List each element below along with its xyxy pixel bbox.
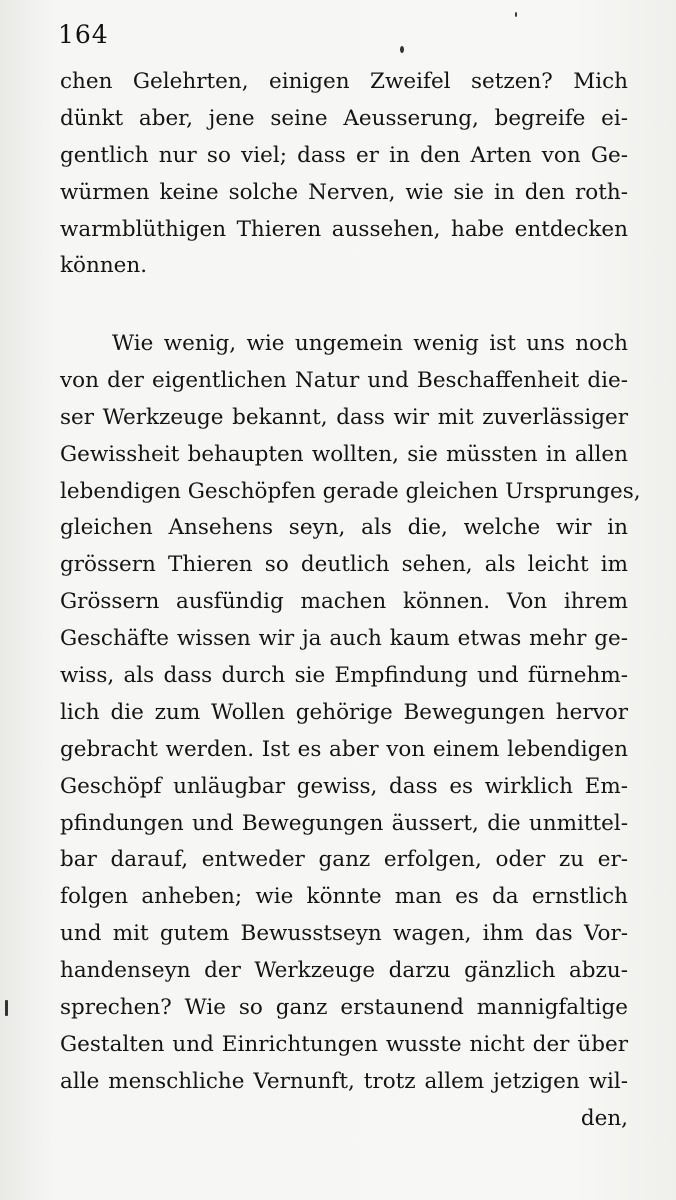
- text-line: alle menschliche Vernunft, trotz allem jetzigen wil-: [60, 1068, 628, 1094]
- text-line: wiss, als dass durch sie Empfindung und fürnehm-: [60, 663, 628, 689]
- text-line: folgen anheben; wie könnte man es da ernstlich: [60, 884, 628, 910]
- ink-speck: [400, 46, 404, 53]
- paragraph-1: [60, 64, 628, 285]
- text-line: Geschäfte wissen wir ja auch kaum etwas mehr ge-: [60, 626, 628, 652]
- text-line: von der eigentlichen Natur und Beschaffenheit die-: [60, 367, 628, 393]
- text-line: dünkt aber, jene seine Aeusserung, begreife ei-: [60, 105, 628, 131]
- text-line: gentlich nur so viel; dass er in den Arten von Ge-: [60, 142, 628, 168]
- text-line: Gestalten und Einrichtungen wusste nicht der über: [60, 1031, 628, 1057]
- text-line: lebendigen Geschöpfen gerade gleichen Ursprunges,: [60, 478, 641, 504]
- text-line: chen Gelehrten, einigen Zweifel setzen? Mich: [60, 69, 628, 94]
- page-number: 164: [58, 20, 109, 49]
- text-line: Geschöpf unläugbar gewiss, dass es wirklich Em-: [60, 773, 628, 799]
- paragraph-2: [60, 326, 641, 1138]
- text-line: lich die zum Wollen gehörige Bewegungen hervor: [60, 699, 628, 725]
- text-line: grössern Thieren so deutlich sehen, als leicht im: [60, 552, 628, 578]
- text-line: pfindungen und Bewegungen äussert, die unmittel-: [60, 810, 628, 836]
- text-line: bar darauf, entweder ganz erfolgen, oder zu er-: [60, 847, 628, 873]
- text-line: gleichen Ansehens seyn, als die, welche wir in: [60, 515, 628, 541]
- text-line: handenseyn der Werkzeuge darzu gänzlich abzu-: [60, 958, 628, 984]
- text-line: den,: [580, 1105, 628, 1131]
- text-line: Wie wenig, wie ungemein wenig ist uns noch: [112, 331, 628, 356]
- text-line: Gewissheit behaupten wollten, sie müssten in allen: [60, 441, 628, 467]
- text-line: würmen keine solche Nerven, wie sie in den roth-: [60, 179, 628, 205]
- text-line: warmblüthigen Thieren aussehen, habe entdecken: [60, 216, 628, 242]
- text-line: Grössern ausfündig machen können. Von ihrem: [60, 589, 628, 615]
- ink-speck: [515, 12, 517, 17]
- text-line: sprechen? Wie so ganz erstaunend mannigfaltige: [60, 995, 628, 1021]
- text-line: können.: [60, 253, 148, 279]
- text-line: und mit gutem Bewusstseyn wagen, ihm das Vor-: [60, 921, 628, 947]
- ink-speck: [5, 1000, 8, 1016]
- text-line: gebracht werden. Ist es aber von einem lebendigen: [60, 736, 628, 762]
- text-line: ser Werkzeuge bekannt, dass wir mit zuverlässiger: [60, 404, 628, 430]
